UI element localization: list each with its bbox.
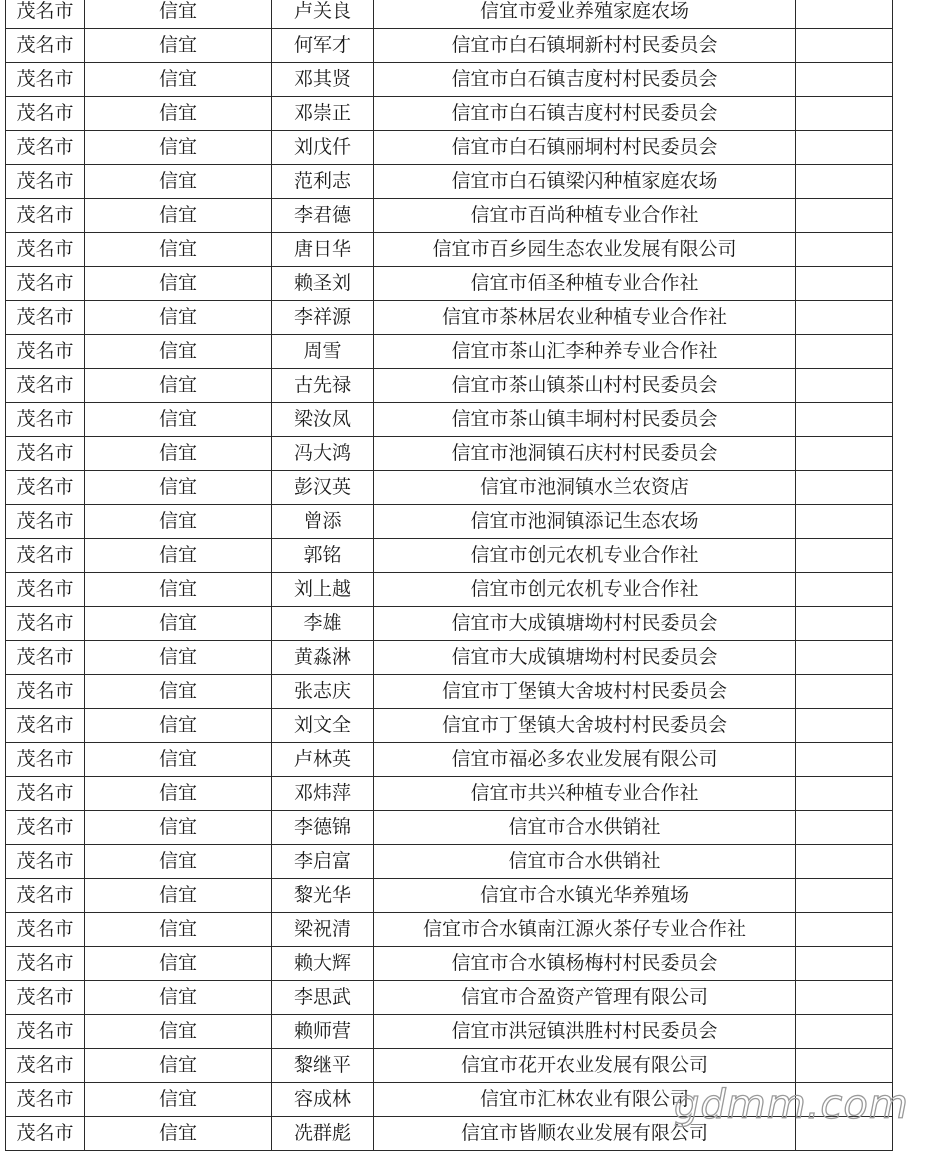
city-cell: 茂名市 [6,267,85,301]
county-cell: 信宜 [85,301,272,335]
table-row [6,743,893,777]
person-name-cell: 黄淼淋 [272,641,374,675]
city-cell: 茂名市 [6,165,85,199]
table-row [6,573,893,607]
organization-cell: 信宜市合盈资产管理有限公司 [374,981,796,1015]
extra-cell [796,233,893,267]
watermark: gdmm.com [674,1082,909,1128]
city-cell: 茂名市 [6,131,85,165]
person-name-cell: 李雄 [272,607,374,641]
county-cell: 信宜 [85,675,272,709]
organization-cell: 信宜市丁堡镇大舍坡村村民委员会 [374,675,796,709]
person-name-cell: 李德锦 [272,811,374,845]
city-cell: 茂名市 [6,1015,85,1049]
extra-cell [796,709,893,743]
county-cell: 信宜 [85,1083,272,1117]
person-name-cell: 梁汝凤 [272,403,374,437]
city-cell: 茂名市 [6,1049,85,1083]
extra-cell [796,641,893,675]
table-row [6,63,893,97]
organization-cell: 信宜市爱业养殖家庭农场 [374,0,796,29]
person-name-cell: 梁祝清 [272,913,374,947]
county-cell: 信宜 [85,233,272,267]
county-cell: 信宜 [85,199,272,233]
extra-cell [796,845,893,879]
county-cell: 信宜 [85,539,272,573]
organization-cell: 信宜市大成镇塘坳村村民委员会 [374,641,796,675]
organization-cell: 信宜市丁堡镇大舍坡村村民委员会 [374,709,796,743]
organization-cell: 信宜市合水供销社 [374,845,796,879]
organization-cell: 信宜市池洞镇石庆村村民委员会 [374,437,796,471]
table-row [6,607,893,641]
extra-cell [796,199,893,233]
city-cell: 茂名市 [6,335,85,369]
extra-cell [796,267,893,301]
city-cell: 茂名市 [6,947,85,981]
person-name-cell: 李启富 [272,845,374,879]
person-name-cell: 冼群彪 [272,1117,374,1151]
table-row [6,233,893,267]
extra-cell [796,913,893,947]
person-name-cell: 卢林英 [272,743,374,777]
table-row [6,947,893,981]
county-cell: 信宜 [85,1015,272,1049]
city-cell: 茂名市 [6,199,85,233]
county-cell: 信宜 [85,811,272,845]
county-cell: 信宜 [85,29,272,63]
city-cell: 茂名市 [6,437,85,471]
table-row [6,97,893,131]
table-row [6,301,893,335]
extra-cell [796,675,893,709]
city-cell: 茂名市 [6,0,85,29]
organization-cell: 信宜市茶山汇李种养专业合作社 [374,335,796,369]
person-name-cell: 邓炜萍 [272,777,374,811]
extra-cell [796,539,893,573]
extra-cell [796,403,893,437]
city-cell: 茂名市 [6,63,85,97]
extra-cell [796,369,893,403]
extra-cell [796,879,893,913]
city-cell: 茂名市 [6,471,85,505]
person-name-cell: 唐日华 [272,233,374,267]
extra-cell [796,29,893,63]
organization-cell: 信宜市共兴种植专业合作社 [374,777,796,811]
person-name-cell: 周雪 [272,335,374,369]
person-name-cell: 邓崇正 [272,97,374,131]
person-name-cell: 古先禄 [272,369,374,403]
organization-cell: 信宜市洪冠镇洪胜村村民委员会 [374,1015,796,1049]
table-row [6,777,893,811]
city-cell: 茂名市 [6,403,85,437]
extra-cell [796,573,893,607]
extra-cell [796,1015,893,1049]
county-cell: 信宜 [85,1049,272,1083]
county-cell: 信宜 [85,607,272,641]
extra-cell [796,335,893,369]
table-row [6,879,893,913]
extra-cell [796,1049,893,1083]
county-cell: 信宜 [85,97,272,131]
extra-cell [796,63,893,97]
city-cell: 茂名市 [6,573,85,607]
person-name-cell: 赖圣刘 [272,267,374,301]
city-cell: 茂名市 [6,845,85,879]
county-cell: 信宜 [85,165,272,199]
county-cell: 信宜 [85,63,272,97]
person-name-cell: 李君德 [272,199,374,233]
table-row [6,505,893,539]
extra-cell [796,981,893,1015]
county-cell: 信宜 [85,403,272,437]
county-cell: 信宜 [85,0,272,29]
table-row [6,539,893,573]
table-row [6,29,893,63]
extra-cell [796,97,893,131]
county-cell: 信宜 [85,437,272,471]
organization-cell: 信宜市佰圣种植专业合作社 [374,267,796,301]
extra-cell [796,471,893,505]
table-row [6,131,893,165]
table-row [6,981,893,1015]
county-cell: 信宜 [85,913,272,947]
organization-cell: 信宜市合水镇杨梅村村民委员会 [374,947,796,981]
county-cell: 信宜 [85,505,272,539]
organization-cell: 信宜市白石镇丽垌村村民委员会 [374,131,796,165]
city-cell: 茂名市 [6,913,85,947]
person-name-cell: 赖师营 [272,1015,374,1049]
organization-cell: 信宜市茶林居农业种植专业合作社 [374,301,796,335]
city-cell: 茂名市 [6,539,85,573]
organization-cell: 信宜市池洞镇添记生态农场 [374,505,796,539]
county-cell: 信宜 [85,947,272,981]
city-cell: 茂名市 [6,97,85,131]
person-name-cell: 李思武 [272,981,374,1015]
organization-cell: 信宜市大成镇塘坳村村民委员会 [374,607,796,641]
county-cell: 信宜 [85,981,272,1015]
person-name-cell: 刘上越 [272,573,374,607]
organization-cell: 信宜市福必多农业发展有限公司 [374,743,796,777]
city-cell: 茂名市 [6,369,85,403]
city-cell: 茂名市 [6,29,85,63]
organization-cell: 信宜市百乡园生态农业发展有限公司 [374,233,796,267]
organization-cell: 信宜市茶山镇茶山村村民委员会 [374,369,796,403]
extra-cell [796,437,893,471]
table-row [6,471,893,505]
person-name-cell: 卢关良 [272,0,374,29]
organization-cell: 信宜市池洞镇水兰农资店 [374,471,796,505]
city-cell: 茂名市 [6,641,85,675]
city-cell: 茂名市 [6,1117,85,1151]
extra-cell [796,947,893,981]
organization-cell: 信宜市创元农机专业合作社 [374,539,796,573]
organization-cell: 信宜市皆顺农业发展有限公司 [374,1117,796,1151]
organization-cell: 信宜市汇林农业有限公司 [374,1083,796,1117]
person-name-cell: 黎光华 [272,879,374,913]
city-cell: 茂名市 [6,709,85,743]
extra-cell [796,301,893,335]
city-cell: 茂名市 [6,777,85,811]
extra-cell [796,811,893,845]
person-name-cell: 赖大辉 [272,947,374,981]
organization-cell: 信宜市合水镇光华养殖场 [374,879,796,913]
table-row [6,845,893,879]
city-cell: 茂名市 [6,1083,85,1117]
person-name-cell: 彭汉英 [272,471,374,505]
organization-cell: 信宜市白石镇吉度村村民委员会 [374,97,796,131]
organization-cell: 信宜市白石镇梁闪种植家庭农场 [374,165,796,199]
person-name-cell: 刘戊仟 [272,131,374,165]
organization-cell: 信宜市花开农业发展有限公司 [374,1049,796,1083]
table-row [6,335,893,369]
table-row [6,641,893,675]
county-cell: 信宜 [85,369,272,403]
county-cell: 信宜 [85,879,272,913]
table-row [6,1015,893,1049]
county-cell: 信宜 [85,471,272,505]
county-cell: 信宜 [85,267,272,301]
table-row [6,165,893,199]
city-cell: 茂名市 [6,675,85,709]
extra-cell [796,505,893,539]
city-cell: 茂名市 [6,505,85,539]
table-row [6,675,893,709]
extra-cell [796,743,893,777]
extra-cell [796,131,893,165]
city-cell: 茂名市 [6,879,85,913]
table-row [6,1049,893,1083]
county-cell: 信宜 [85,641,272,675]
city-cell: 茂名市 [6,233,85,267]
table-body [6,0,893,1151]
person-name-cell: 黎继平 [272,1049,374,1083]
person-name-cell: 郭铭 [272,539,374,573]
county-cell: 信宜 [85,845,272,879]
person-name-cell: 张志庆 [272,675,374,709]
organization-cell: 信宜市合水镇南江源火茶仔专业合作社 [374,913,796,947]
table-row [6,811,893,845]
organization-cell: 信宜市茶山镇丰垌村村民委员会 [374,403,796,437]
city-cell: 茂名市 [6,743,85,777]
county-cell: 信宜 [85,743,272,777]
organization-cell: 信宜市合水供销社 [374,811,796,845]
person-name-cell: 容成林 [272,1083,374,1117]
county-cell: 信宜 [85,573,272,607]
person-name-cell: 何军才 [272,29,374,63]
table-row [6,0,893,29]
organization-cell: 信宜市白石镇垌新村村民委员会 [374,29,796,63]
extra-cell [796,777,893,811]
person-name-cell: 刘文全 [272,709,374,743]
person-name-cell: 范利志 [272,165,374,199]
table-row [6,403,893,437]
data-table [5,0,893,1151]
extra-cell [796,0,893,29]
table-row [6,913,893,947]
person-name-cell: 冯大鸿 [272,437,374,471]
organization-cell: 信宜市百尚种植专业合作社 [374,199,796,233]
table-row [6,267,893,301]
table-row [6,369,893,403]
table-row [6,709,893,743]
extra-cell [796,607,893,641]
table-row [6,199,893,233]
county-cell: 信宜 [85,777,272,811]
city-cell: 茂名市 [6,981,85,1015]
county-cell: 信宜 [85,709,272,743]
city-cell: 茂名市 [6,607,85,641]
person-name-cell: 邓其贤 [272,63,374,97]
organization-cell: 信宜市创元农机专业合作社 [374,573,796,607]
city-cell: 茂名市 [6,811,85,845]
person-name-cell: 李祥源 [272,301,374,335]
extra-cell [796,165,893,199]
county-cell: 信宜 [85,1117,272,1151]
organization-cell: 信宜市白石镇吉度村村民委员会 [374,63,796,97]
person-name-cell: 曾添 [272,505,374,539]
city-cell: 茂名市 [6,301,85,335]
county-cell: 信宜 [85,131,272,165]
table-row [6,437,893,471]
county-cell: 信宜 [85,335,272,369]
